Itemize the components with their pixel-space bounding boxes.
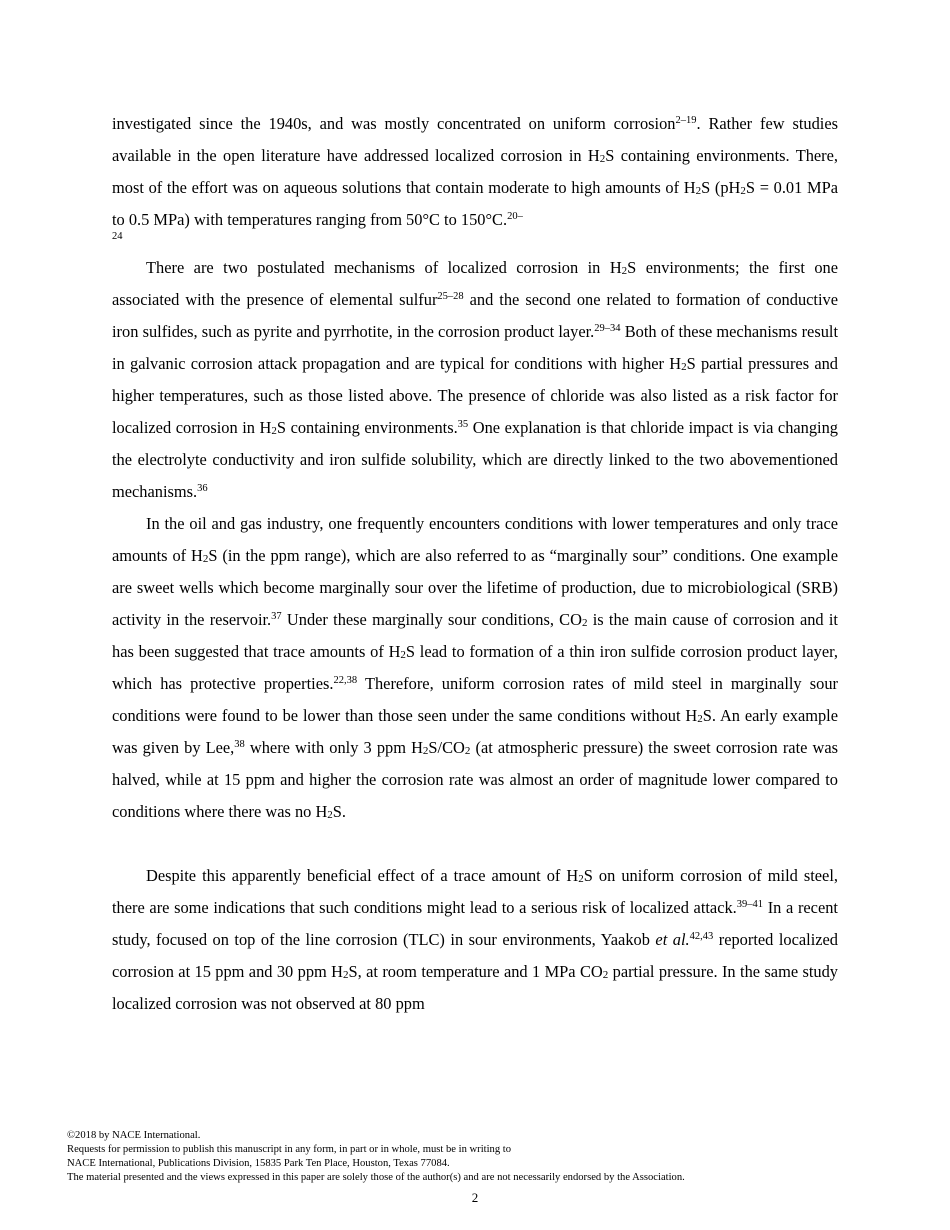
paragraph-3 [112, 508, 838, 828]
citation: 42,43 [689, 931, 714, 942]
citation: 39–41 [736, 899, 764, 910]
subscript: 2 [697, 713, 703, 725]
citation: 25–28 [437, 291, 464, 302]
subscript: 2 [599, 153, 606, 165]
text-run: S (in the ppm range), which are also referred to as “marginally sour” conditions. One example are sweet wells which become marginally sour over the lifetime of production, due to microbiological (SRB) activity in the reservoir. [112, 546, 838, 629]
paragraph-2 [112, 252, 838, 508]
text-run: S = 0.01 MPa to 0.5 MPa) with temperatures ranging from 50°C to 150°C. [112, 178, 838, 229]
text-run: S on uniform corrosion of mild steel, there are some indications that such conditions might lead to a serious risk of localized attack. [112, 866, 838, 917]
subscript: 2 [578, 873, 584, 885]
subscript: 2 [681, 361, 687, 373]
citation: 20– [507, 211, 523, 222]
text-run: is the main cause of corrosion and it has been suggested that trace amounts of H [112, 610, 838, 661]
text-run: (at atmospheric pressure) the sweet corrosion rate was halved, while at 15 ppm and higher the corrosion rate was almost an order of magnitude lower compared to conditions where there was no H [112, 738, 839, 821]
citation-continuation: 24 [112, 231, 123, 242]
text-run: investigated since the 1940s, and was mostly concentrated on uniform corrosion [112, 114, 676, 133]
text-run: partial pressure. In the same study localized corrosion was not observed at 80 ppm [112, 962, 839, 1013]
text-run: There are two postulated mechanisms of localized corrosion in H [146, 258, 622, 277]
paragraph-4 [112, 860, 838, 1020]
text-run: One explanation is that chloride impact is via changing the electrolyte conductivity and iron sulfide solubility, which are directly linked to the two abovementioned mechanisms. [112, 418, 839, 501]
text-run: S lead to formation of a thin iron sulfide corrosion product layer, which has protective properties. [112, 642, 838, 693]
text-run: S. [332, 802, 347, 821]
subscript: 2 [422, 745, 429, 757]
text-run: In a recent study, focused on top of the line corrosion (TLC) in sour environments, Yaakob [112, 898, 838, 949]
citation: 36 [197, 483, 208, 494]
subscript: 2 [343, 969, 349, 981]
text-run: S partial pressures and higher temperatures, such as those listed above. The presence of chloride was also listed as a risk factor for localized corrosion in H [112, 354, 838, 437]
subscript: 2 [202, 553, 209, 565]
text-run: S/CO [428, 738, 465, 757]
footer-copyright: ©2018 by NACE International. [67, 1130, 201, 1141]
text-run: S environments; the first one associated with the presence of elemental sulfur [112, 258, 839, 309]
text-run: Both of these mechanisms result in galvanic corrosion attack propagation and are typical for conditions with higher H [112, 322, 839, 373]
citation: 35 [457, 419, 469, 430]
citation: 38 [234, 739, 245, 750]
text-run: S containing environments. There, most of the effort was on aqueous solutions that contain moderate to high amounts of H [112, 146, 839, 197]
subscript: 2 [400, 649, 406, 661]
text-run: S. An early example was given by Lee, [112, 706, 838, 757]
text-run: and the second one related to formation of conductive iron sulfides, such as pyrite and pyrrhotite, in the corrosion product layer. [112, 290, 838, 341]
subscript: 2 [740, 185, 746, 197]
page-number: 2 [471, 1190, 479, 1205]
subscript: 2 [581, 617, 588, 629]
text-run: S containing environments. [276, 418, 458, 437]
subscript: 2 [621, 265, 628, 277]
subscript: 2 [327, 809, 333, 821]
text-run: In the oil and gas industry, one frequently encounters conditions with lower temperatures and only trace amounts of H [112, 514, 838, 565]
subscript: 2 [695, 185, 702, 197]
text-run: Therefore, uniform corrosion rates of mild steel in marginally sour conditions were found to be lower than those seen under the same conditions without H [112, 674, 838, 725]
text-run: S, at room temperature and 1 MPa CO [348, 962, 603, 981]
paragraph-1 [112, 108, 838, 244]
paragraph-gap [112, 244, 838, 252]
text-run: reported localized corrosion at 15 ppm and 30 ppm H [112, 930, 838, 981]
text-run: . Rather few studies available in the open literature have addressed localized corrosion in H [112, 114, 838, 165]
footer-permission: Requests for permission to publish this manuscript in any form, in part or in whole, must be in writing to [67, 1144, 512, 1155]
citation: 29–34 [594, 323, 621, 334]
citation: 37 [271, 611, 282, 622]
footer-address: NACE International, Publications Division, 15835 Park Ten Place, Houston, Texas 77084. [67, 1158, 450, 1169]
citation: 2–19 [675, 115, 697, 126]
subscript: 2 [602, 969, 609, 981]
text-run: Under these marginally sour conditions, CO [281, 610, 582, 629]
text-run: where with only 3 ppm H [244, 738, 423, 757]
italic-text: et al. [655, 930, 690, 949]
text-run: S (pH [701, 178, 741, 197]
citation: 22,38 [333, 675, 358, 686]
body-text [112, 108, 838, 1020]
copyright-footer [67, 1129, 887, 1185]
footer-disclaimer: The material presented and the views expressed in this paper are solely those of the author(s) and are not necessarily endorsed by the Association. [67, 1172, 685, 1183]
paragraph-gap [112, 828, 838, 860]
subscript: 2 [464, 745, 471, 757]
text-run: Despite this apparently beneficial effect of a trace amount of H [146, 866, 579, 885]
subscript: 2 [271, 425, 277, 437]
